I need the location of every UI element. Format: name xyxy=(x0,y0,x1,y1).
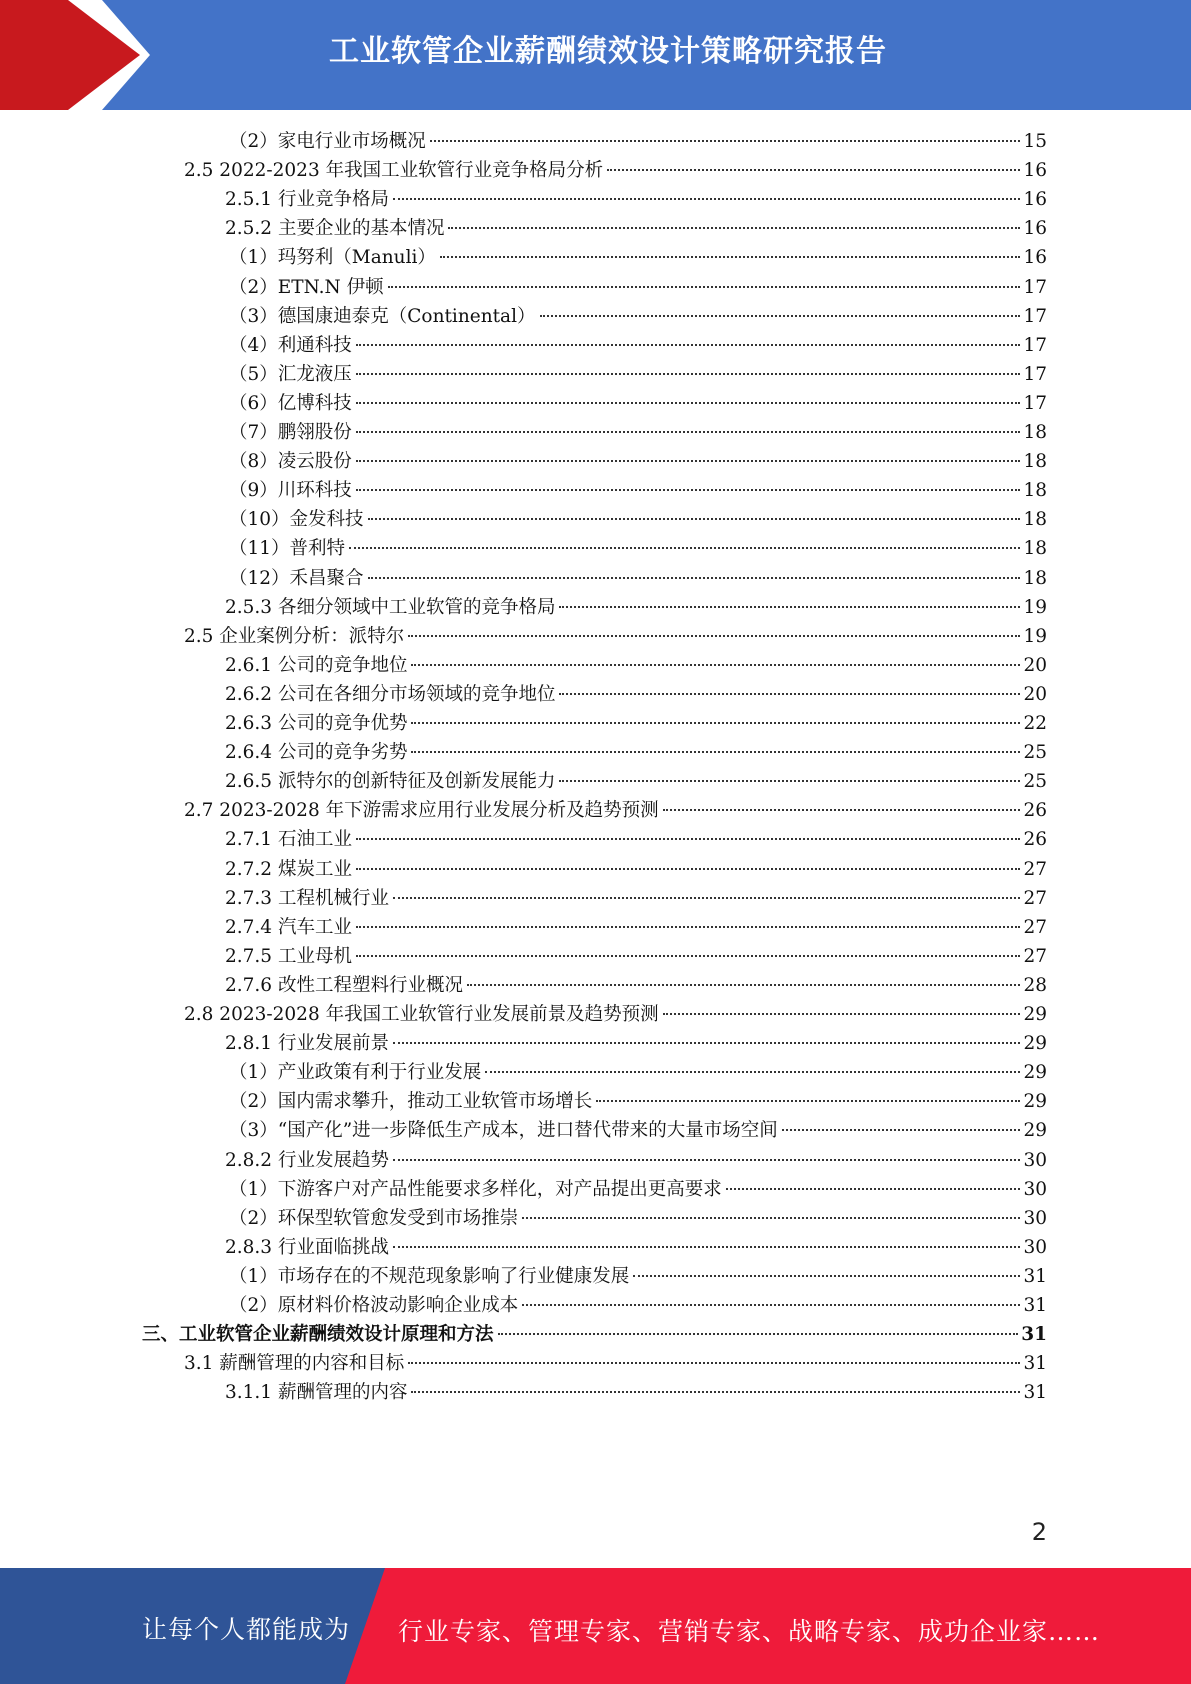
toc-entry[interactable] xyxy=(225,856,1047,884)
toc-entry[interactable] xyxy=(229,303,1047,331)
toc-leader-dots xyxy=(368,577,1021,579)
toc-entry[interactable] xyxy=(229,274,1047,302)
toc-entry-label: 2.5.3 各细分领域中工业软管的竞争格局 xyxy=(225,596,556,618)
toc-entry-label: 3.1 薪酬管理的内容和目标 xyxy=(184,1353,405,1375)
toc-leader-dots xyxy=(467,984,1020,986)
toc-entry[interactable] xyxy=(225,1030,1047,1058)
toc-leader-dots xyxy=(393,1159,1020,1161)
toc-entry-page: 27 xyxy=(1023,916,1047,938)
toc-leader-dots xyxy=(356,431,1021,433)
toc-entry[interactable] xyxy=(225,972,1047,1000)
toc-entry-page: 28 xyxy=(1023,974,1047,996)
toc-entry-label: 2.5 2022-2023 年我国工业软管行业竞争格局分析 xyxy=(184,160,604,182)
toc-leader-dots xyxy=(393,897,1020,899)
toc-leader-dots xyxy=(356,955,1021,957)
toc-entry-page: 27 xyxy=(1023,945,1047,967)
toc-entry-page: 29 xyxy=(1023,1120,1047,1142)
toc-entry-page: 16 xyxy=(1023,189,1047,211)
toc-entry-page: 25 xyxy=(1023,771,1047,793)
toc-entry[interactable] xyxy=(229,477,1047,505)
toc-entry-label: （7）鹏翎股份 xyxy=(229,422,352,443)
toc-entry-label: （2）家电行业市场概况 xyxy=(229,131,426,152)
toc-entry-label: （11）普利特 xyxy=(229,538,346,560)
toc-entry-page: 16 xyxy=(1023,218,1047,240)
toc-entry[interactable] xyxy=(225,215,1047,243)
toc-entry-label: 2.8 2023-2028 年我国工业软管行业发展前景及趋势预测 xyxy=(184,1004,659,1025)
toc-entry[interactable] xyxy=(225,768,1047,796)
toc-leader-dots xyxy=(393,1042,1020,1044)
toc-leader-dots xyxy=(356,460,1021,462)
toc-leader-dots xyxy=(498,1333,1019,1335)
toc-entry-page: 17 xyxy=(1023,363,1047,385)
toc-entry[interactable] xyxy=(225,594,1047,622)
toc-entry-page: 17 xyxy=(1023,392,1047,414)
toc-entry-label: 2.8.3 行业面临挑战 xyxy=(225,1236,389,1258)
toc-entry[interactable] xyxy=(229,361,1047,389)
toc-entry-page: 29 xyxy=(1023,1091,1047,1113)
toc-entry-label: （6）亿博科技 xyxy=(229,392,352,414)
toc-entry-label: 2.6.1 公司的竞争地位 xyxy=(225,654,408,676)
toc-entry-label: 2.7.3 工程机械行业 xyxy=(225,887,389,909)
toc-entry[interactable] xyxy=(184,1001,1047,1029)
toc-entry-page: 20 xyxy=(1023,654,1047,676)
toc-entry[interactable] xyxy=(229,1176,1047,1204)
toc-leader-dots xyxy=(411,1391,1020,1393)
toc-entry-page: 26 xyxy=(1023,800,1047,822)
toc-entry-label: （1）市场存在的不规范现象影响了行业健康发展 xyxy=(229,1265,630,1287)
toc-entry-page: 31 xyxy=(1023,1353,1047,1375)
toc-entry-page: 18 xyxy=(1023,480,1047,502)
toc-entry[interactable] xyxy=(229,244,1047,272)
toc-entry[interactable] xyxy=(184,797,1047,825)
toc-leader-dots xyxy=(540,315,1021,317)
toc-leader-dots xyxy=(430,140,1021,142)
toc-entry-label: （2）国内需求攀升，推动工业软管市场增长 xyxy=(229,1091,593,1113)
toc-entry-page: 30 xyxy=(1023,1178,1047,1200)
toc-leader-dots xyxy=(607,169,1020,171)
toc-entry-page: 31 xyxy=(1021,1324,1047,1346)
toc-entry-label: （1）产业政策有利于行业发展 xyxy=(229,1062,482,1084)
toc-entry[interactable] xyxy=(229,332,1047,360)
toc-entry[interactable] xyxy=(229,565,1047,593)
toc-entry-label: 2.7.5 工业母机 xyxy=(225,945,352,967)
toc-entry[interactable] xyxy=(229,128,1047,156)
toc-entry[interactable] xyxy=(225,826,1047,854)
toc-entry-label: （1）下游客户对产品性能要求多样化，对产品提出更高要求 xyxy=(229,1178,722,1200)
toc-entry-label: 3.1.1 薪酬管理的内容 xyxy=(225,1382,408,1404)
toc-entry-label: （1）玛努利（Manuli） xyxy=(229,247,436,269)
toc-entry-label: （3）“国产化”进一步降低生产成本，进口替代带来的大量市场空间 xyxy=(229,1120,778,1142)
toc-leader-dots xyxy=(356,373,1021,375)
toc-entry[interactable] xyxy=(184,157,1047,185)
toc-entry[interactable] xyxy=(229,535,1047,563)
toc-entry-label: （2）环保型软管愈发受到市场推崇 xyxy=(229,1207,519,1229)
toc-leader-dots xyxy=(559,693,1020,695)
toc-entry[interactable] xyxy=(229,448,1047,476)
toc-entry-label: （3）德国康迪泰克（Continental） xyxy=(229,305,536,327)
toc-entry-label: 2.7 2023-2028 年下游需求应用行业发展分析及趋势预测 xyxy=(184,800,659,822)
toc-entry-label: 2.7.2 煤炭工业 xyxy=(225,858,352,880)
toc-entry-page: 17 xyxy=(1023,305,1047,327)
toc-entry-label: （9）川环科技 xyxy=(229,480,352,502)
toc-entry-label: 2.8.1 行业发展前景 xyxy=(225,1033,389,1055)
toc-entry-page: 18 xyxy=(1023,451,1047,473)
toc-leader-dots xyxy=(388,286,1021,288)
toc-leader-dots xyxy=(782,1129,1021,1131)
toc-entry-page: 16 xyxy=(1023,247,1047,269)
toc-leader-dots xyxy=(393,198,1020,200)
toc-entry-page: 31 xyxy=(1023,1295,1047,1316)
toc-entry-label: 2.5 企业案例分析：派特尔 xyxy=(184,625,405,647)
toc-entry-label: 2.5.1 行业竞争格局 xyxy=(225,189,389,211)
toc-entry-page: 26 xyxy=(1023,829,1047,851)
toc-leader-dots xyxy=(356,402,1021,404)
report-title: 工业软管企业薪酬绩效设计策略研究报告 xyxy=(329,34,887,69)
toc-leader-dots xyxy=(596,1100,1020,1102)
toc-leader-dots xyxy=(411,664,1020,666)
toc-entry-label: 三、工业软管企业薪酬绩效设计原理和方法 xyxy=(142,1324,494,1346)
toc-leader-dots xyxy=(448,227,1020,229)
toc-leader-dots xyxy=(633,1275,1020,1277)
toc-entry[interactable] xyxy=(225,1379,1047,1407)
toc-entry-label: 2.7.6 改性工程塑料行业概况 xyxy=(225,974,463,996)
toc-entry-page: 31 xyxy=(1023,1265,1047,1287)
toc-entry-label: （2）原材料价格波动影响企业成本 xyxy=(229,1295,519,1316)
toc-entry[interactable] xyxy=(229,1205,1047,1233)
toc-entry-label: 2.6.3 公司的竞争优势 xyxy=(225,713,408,734)
toc-entry-page: 19 xyxy=(1023,596,1047,618)
toc-entry[interactable] xyxy=(225,710,1047,738)
toc-entry-page: 27 xyxy=(1023,858,1047,880)
toc-entry-label: 2.7.1 石油工业 xyxy=(225,829,352,851)
toc-entry-page: 18 xyxy=(1023,422,1047,443)
toc-entry-page: 15 xyxy=(1023,131,1047,152)
toc-entry-label: （8）凌云股份 xyxy=(229,451,352,473)
toc-entry-label: （4）利通科技 xyxy=(229,334,352,356)
toc-entry[interactable] xyxy=(142,1321,1047,1349)
toc-entry-page: 29 xyxy=(1023,1004,1047,1025)
toc-entry-label: 2.5.2 主要企业的基本情况 xyxy=(225,218,445,240)
toc-entry-page: 20 xyxy=(1023,683,1047,705)
toc-entry[interactable] xyxy=(229,1059,1047,1087)
toc-entry[interactable] xyxy=(225,681,1047,709)
toc-entry[interactable] xyxy=(225,739,1047,767)
page-footer xyxy=(0,1568,1191,1684)
toc-entry[interactable] xyxy=(225,914,1047,942)
toc-entry-page: 18 xyxy=(1023,509,1047,531)
toc-entry-page: 18 xyxy=(1023,538,1047,560)
toc-entry[interactable] xyxy=(229,1117,1047,1145)
toc-entry-label: 2.6.2 公司在各细分市场领域的竞争地位 xyxy=(225,683,556,705)
toc-leader-dots xyxy=(408,1362,1020,1364)
toc-leader-dots xyxy=(522,1217,1020,1219)
toc-leader-dots xyxy=(522,1304,1020,1306)
toc-entry-page: 30 xyxy=(1023,1236,1047,1258)
toc-entry[interactable] xyxy=(225,885,1047,913)
footer-slogan-right: 行业专家、管理专家、营销专家、战略专家、成功企业家…… xyxy=(398,1617,1101,1646)
toc-entry-page: 30 xyxy=(1023,1149,1047,1171)
toc-leader-dots xyxy=(356,489,1021,491)
toc-entry[interactable] xyxy=(229,1088,1047,1116)
page-number: 2 xyxy=(1031,1518,1047,1546)
toc-leader-dots xyxy=(368,518,1021,520)
toc-entry-label: （5）汇龙液压 xyxy=(229,363,352,385)
toc-entry-page: 17 xyxy=(1023,276,1047,298)
toc-entry-page: 18 xyxy=(1023,567,1047,589)
toc-entry[interactable] xyxy=(225,1234,1047,1262)
toc-entry-page: 19 xyxy=(1023,625,1047,647)
toc-leader-dots xyxy=(393,1246,1020,1248)
toc-entry-page: 25 xyxy=(1023,742,1047,764)
toc-leader-dots xyxy=(408,635,1020,637)
toc-leader-dots xyxy=(485,1071,1020,1073)
toc-entry-page: 17 xyxy=(1023,334,1047,356)
toc-entry-page: 27 xyxy=(1023,887,1047,909)
toc-entry-page: 30 xyxy=(1023,1207,1047,1229)
toc-entry-label: 2.7.4 汽车工业 xyxy=(225,916,352,938)
toc-leader-dots xyxy=(349,547,1020,549)
toc-entry[interactable] xyxy=(184,1350,1047,1378)
toc-entry[interactable] xyxy=(229,506,1047,534)
toc-leader-dots xyxy=(663,809,1021,811)
toc-leader-dots xyxy=(356,344,1021,346)
toc-entry[interactable] xyxy=(225,186,1047,214)
toc-entry-label: （10）金发科技 xyxy=(229,509,364,531)
toc-entry-page: 29 xyxy=(1023,1062,1047,1084)
toc-entry-label: （12）禾昌聚合 xyxy=(229,567,364,589)
toc-entry[interactable] xyxy=(225,1147,1047,1175)
toc-leader-dots xyxy=(726,1188,1021,1190)
toc-entry-page: 22 xyxy=(1023,713,1047,734)
toc-entry[interactable] xyxy=(225,652,1047,680)
toc-leader-dots xyxy=(559,780,1020,782)
page-header xyxy=(0,0,1191,110)
toc-entry[interactable] xyxy=(229,1263,1047,1291)
toc-leader-dots xyxy=(559,606,1020,608)
toc-entry[interactable] xyxy=(229,390,1047,418)
toc-leader-dots xyxy=(663,1013,1021,1015)
toc-leader-dots xyxy=(356,868,1021,870)
toc-entry[interactable] xyxy=(229,419,1047,447)
toc-leader-dots xyxy=(356,838,1021,840)
toc-entry-page: 31 xyxy=(1023,1382,1047,1404)
toc-entry[interactable] xyxy=(229,1292,1047,1320)
toc-entry-label: （2）ETN.N 伊顿 xyxy=(229,276,384,298)
toc-entry-label: 2.6.4 公司的竞争劣势 xyxy=(225,742,408,764)
toc-leader-dots xyxy=(411,722,1020,724)
toc-entry-page: 29 xyxy=(1023,1033,1047,1055)
toc-entry[interactable] xyxy=(225,943,1047,971)
toc-leader-dots xyxy=(411,751,1020,753)
toc-entry-page: 16 xyxy=(1023,160,1047,182)
toc-leader-dots xyxy=(356,926,1021,928)
footer-slogan-left: 让每个人都能成为 xyxy=(142,1615,351,1644)
toc-entry[interactable] xyxy=(184,623,1047,651)
toc-leader-dots xyxy=(440,256,1021,258)
toc-entry-label: 2.6.5 派特尔的创新特征及创新发展能力 xyxy=(225,771,556,793)
toc-entry-label: 2.8.2 行业发展趋势 xyxy=(225,1149,389,1171)
